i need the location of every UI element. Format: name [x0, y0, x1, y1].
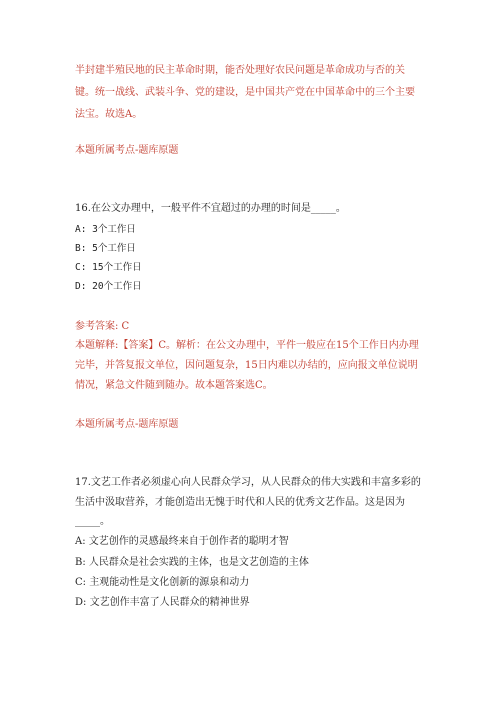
option-d: D: 文艺创作丰富了人民群众的精神世界 [75, 597, 250, 608]
explanation-line: 半封建半殖民地的民主革命时期，能否处理好农民问题是革命成功与否的关 [75, 65, 405, 76]
source-note: 本题所属考点-题库原题 [75, 145, 179, 156]
question-stem: 16.在公文办理中，一般平件不宜超过的办理的时间是_____。 [75, 203, 346, 214]
option-c: C: 15个工作日 [75, 262, 142, 273]
question-stem: 17.文艺工作者必须虚心向人民群众学习，从人民群众的伟大实践和丰富多彩的 [75, 477, 421, 488]
explanation-line: 法宝。故选A。 [75, 109, 143, 120]
option-a: A: 文艺创作的灵感最终来自于创作者的聪明才智 [75, 536, 289, 547]
option-a: A: 3个工作日 [75, 224, 136, 235]
explanation-line: 情况，紧急文件随到随办。故本题答案选C。 [75, 380, 273, 391]
option-b: B: 5个工作日 [75, 243, 136, 254]
option-c: C: 主观能动性是文化创新的源泉和动力 [75, 577, 250, 588]
explanation-line: 键。统一战线、武装斗争、党的建设，是中国共产党在中国革命中的三个主要 [75, 87, 415, 98]
option-d: D: 20个工作日 [75, 281, 142, 292]
question-stem: 生活中汲取营养，才能创造出无愧于时代和人民的优秀文艺作品。这是因为 [75, 497, 405, 508]
source-note: 本题所属考点-题库原题 [75, 419, 179, 430]
question-stem: _____。 [75, 516, 110, 527]
answer-line: 参考答案: C [75, 321, 130, 332]
explanation-line: 完毕，并答复报文单位，因问题复杂，15日内难以办结的，应向报文单位说明 [75, 360, 418, 371]
explanation-line: 本题解释:【答案】C。解析：在公文办理中，平件一般应在15个工作日内办理 [75, 340, 419, 351]
option-b: B: 人民群众是社会实践的主体，也是文艺创造的主体 [75, 557, 309, 568]
